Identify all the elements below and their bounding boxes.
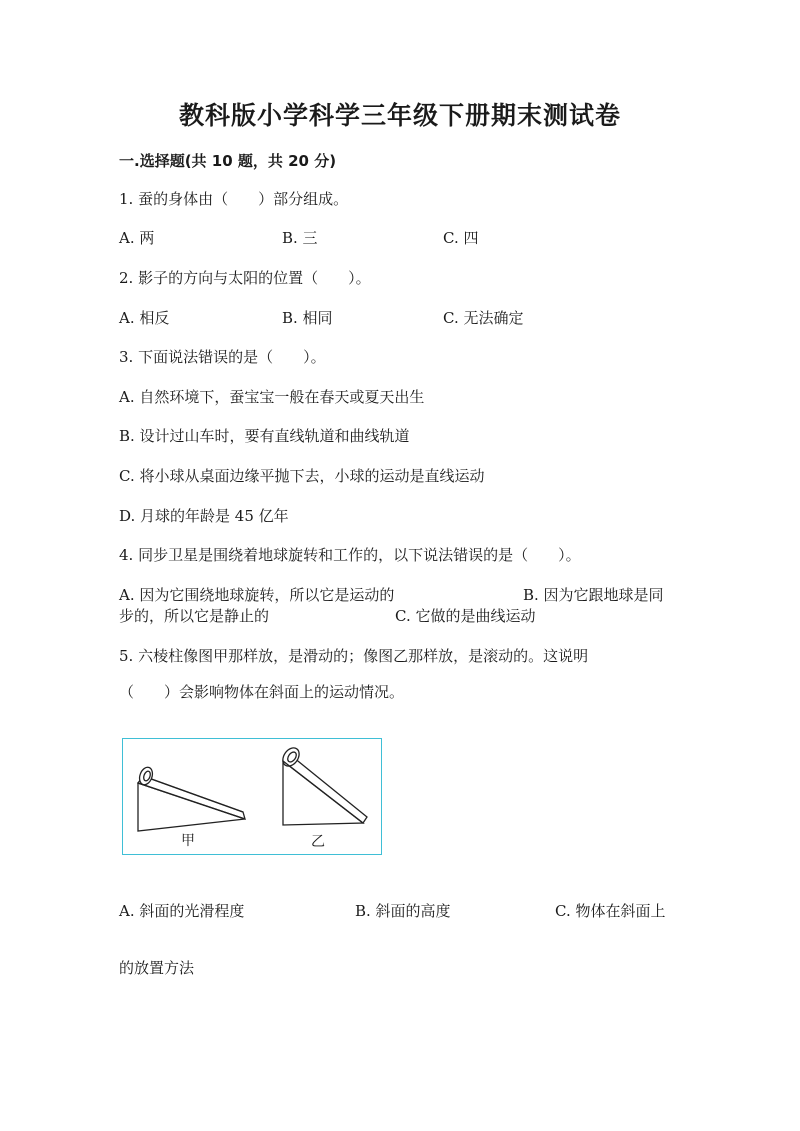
inclined-plane-drawing — [123, 739, 381, 854]
section-heading: 一.选择题(共 10 题，共 20 分) — [119, 152, 337, 170]
question-1-stem: 1. 蚕的身体由（ ）部分组成。 — [119, 190, 349, 208]
question-5-option-c-part2: 的放置方法 — [119, 959, 195, 977]
question-3-option-c: C. 将小球从桌面边缘平抛下去，小球的运动是直线运动 — [119, 467, 485, 485]
question-4-option-b-part1: B. 因为它跟地球是同 — [523, 586, 664, 604]
question-5-stem-line1: 5. 六棱柱像图甲那样放，是滑动的；像图乙那样放，是滚动的。这说明 — [119, 647, 589, 665]
question-2-option-a: A. 相反 — [119, 309, 170, 327]
question-4-option-a: A. 因为它围绕地球旋转，所以它是运动的 — [119, 586, 395, 604]
question-4-stem: 4. 同步卫星是围绕着地球旋转和工作的，以下说法错误的是（ ）。 — [119, 546, 581, 564]
figure-yi-drawing — [280, 745, 367, 825]
figure-label-yi: 乙 — [311, 834, 325, 850]
question-3-option-b: B. 设计过山车时，要有直线轨道和曲线轨道 — [119, 427, 410, 445]
question-5-option-a: A. 斜面的光滑程度 — [119, 902, 245, 920]
question-3-option-d: D. 月球的年龄是 45 亿年 — [119, 507, 289, 525]
figure-jia-drawing — [137, 765, 245, 831]
question-1-option-a: A. 两 — [119, 229, 155, 247]
question-5-option-c-part1: C. 物体在斜面上 — [555, 902, 666, 920]
question-4-option-c: C. 它做的是曲线运动 — [395, 607, 536, 625]
question-1-option-b: B. 三 — [282, 229, 318, 247]
question-3-option-a: A. 自然环境下，蚕宝宝一般在春天或夏天出生 — [119, 388, 425, 406]
question-2-option-b: B. 相同 — [282, 309, 333, 327]
question-4-option-b-part2: 步的，所以它是静止的 — [119, 607, 270, 625]
question-5-stem-line2: （ ）会影响物体在斜面上的运动情况。 — [119, 683, 405, 701]
question-2-stem: 2. 影子的方向与太阳的位置（ ）。 — [119, 269, 371, 287]
question-3-stem: 3. 下面说法错误的是（ ）。 — [119, 348, 326, 366]
question-2-option-c: C. 无法确定 — [443, 309, 524, 327]
page-title: 教科版小学科学三年级下册期末测试卷 — [178, 101, 621, 130]
question-5-option-b: B. 斜面的高度 — [355, 902, 451, 920]
question-1-option-c: C. 四 — [443, 229, 479, 247]
inclined-plane-figure — [122, 738, 382, 855]
figure-label-jia: 甲 — [181, 833, 195, 849]
